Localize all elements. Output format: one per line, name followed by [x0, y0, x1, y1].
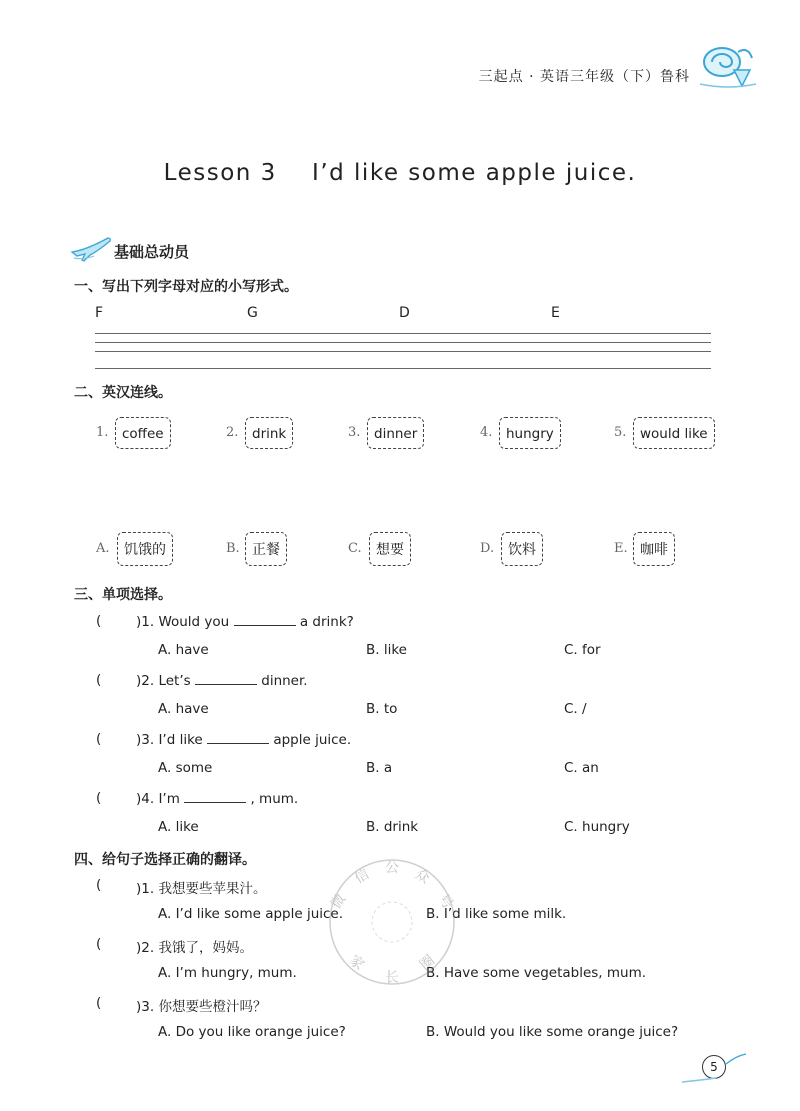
match-number: 4. — [480, 425, 493, 440]
answer-paren[interactable]: ( — [96, 995, 102, 1011]
mc-question-4 — [136, 790, 298, 807]
match-number: 5. — [614, 425, 627, 440]
option-c: C. / — [564, 701, 587, 717]
option-b: B. to — [366, 701, 398, 717]
writing-line-1 — [95, 333, 711, 334]
option-c: C. hungry — [564, 819, 630, 835]
lesson-title: Lesson 3 I’d like some apple juice. — [163, 160, 637, 186]
match-word-coffee-cn[interactable]: 咖啡 — [633, 532, 675, 566]
airplane-icon — [70, 232, 112, 262]
option-c: C. an — [564, 760, 599, 776]
answer-paren[interactable]: ( — [96, 731, 102, 747]
question-text: )4. I’m — [136, 791, 180, 807]
answer-blank[interactable] — [184, 790, 246, 803]
answer-blank[interactable] — [234, 613, 296, 626]
question-text: )3. I’d like — [136, 732, 203, 748]
match-number: 2. — [226, 425, 239, 440]
page-number: 5 — [702, 1055, 726, 1079]
svg-text:公: 公 — [385, 860, 399, 876]
option-c: C. for — [564, 642, 601, 658]
question-3-heading: 三、单项选择。 — [74, 587, 172, 603]
question-1-heading: 一、写出下列字母对应的小写形式。 — [74, 279, 298, 295]
mc-question-3 — [136, 731, 351, 748]
match-letter: C. — [348, 541, 362, 556]
match-word-hungry-cn[interactable]: 饥饿的 — [117, 532, 173, 566]
question-text: )2. Let’s — [136, 673, 191, 689]
option-b: B. Have some vegetables, mum. — [426, 965, 647, 981]
translation-question-3: )3. 你想要些橙汁吗？ — [136, 999, 267, 1015]
svg-text:家: 家 — [346, 952, 368, 974]
match-word-dinner-cn[interactable]: 正餐 — [245, 532, 287, 566]
question-text: apple juice. — [273, 732, 352, 748]
writing-line-3 — [95, 351, 711, 352]
option-b: B. a — [366, 760, 393, 776]
watermark-stamp — [312, 842, 472, 1002]
option-b: B. drink — [366, 819, 419, 835]
page-swirl-icon — [680, 1050, 750, 1090]
question-4-heading: 四、给句子选择正确的翻译。 — [74, 852, 256, 868]
answer-paren[interactable]: ( — [96, 877, 102, 893]
option-b: B. I’d like some milk. — [426, 906, 567, 922]
mc-question-2 — [136, 672, 308, 689]
option-b: B. Would you like some orange juice? — [426, 1024, 679, 1040]
letter-g: G — [247, 305, 258, 321]
option-a: A. have — [158, 701, 209, 717]
writing-line-2 — [95, 342, 711, 343]
answer-paren[interactable]: ( — [96, 613, 102, 629]
option-b: B. like — [366, 642, 407, 658]
question-text: )1. Would you — [136, 614, 230, 630]
option-a: A. some — [158, 760, 213, 776]
svg-text:号: 号 — [434, 891, 456, 913]
svg-text:长: 长 — [385, 970, 399, 986]
match-word-drink-cn[interactable]: 饮料 — [501, 532, 543, 566]
answer-blank[interactable] — [207, 731, 269, 744]
question-text: a drink? — [299, 614, 354, 630]
answer-paren[interactable]: ( — [96, 790, 102, 806]
match-word-dinner[interactable]: dinner — [367, 417, 424, 449]
match-word-would-like-cn[interactable]: 想要 — [369, 532, 411, 566]
option-a: A. I’m hungry, mum. — [158, 965, 297, 981]
option-a: A. have — [158, 642, 209, 658]
writing-line-4 — [95, 368, 711, 369]
option-a: A. I’d like some apple juice. — [158, 906, 344, 922]
svg-text:微: 微 — [328, 891, 350, 913]
match-word-would-like[interactable]: would like — [633, 417, 715, 449]
match-letter: E. — [614, 541, 628, 556]
section-label: 基础总动员 — [114, 243, 190, 261]
mc-question-1 — [136, 613, 354, 630]
svg-text:圈: 圈 — [416, 952, 438, 974]
match-letter: A. — [96, 541, 110, 556]
question-text: , mum. — [250, 791, 299, 807]
match-word-hungry[interactable]: hungry — [499, 417, 561, 449]
match-letter: B. — [226, 541, 240, 556]
match-word-coffee[interactable]: coffee — [115, 417, 171, 449]
translation-question-2: )2. 我饿了，妈妈。 — [136, 940, 253, 956]
match-letter: D. — [480, 541, 495, 556]
answer-paren[interactable]: ( — [96, 936, 102, 952]
letter-d: D — [399, 305, 410, 321]
snail-logo-icon — [698, 40, 758, 92]
answer-paren[interactable]: ( — [96, 672, 102, 688]
match-number: 3. — [348, 425, 361, 440]
question-text: dinner. — [261, 673, 308, 689]
letter-f: F — [95, 305, 104, 321]
question-2-heading: 二、英汉连线。 — [74, 385, 172, 401]
svg-text:信: 信 — [351, 866, 373, 887]
svg-text:众: 众 — [411, 866, 433, 887]
option-a: A. like — [158, 819, 199, 835]
match-number: 1. — [96, 425, 109, 440]
answer-blank[interactable] — [195, 672, 257, 685]
match-word-drink[interactable]: drink — [245, 417, 293, 449]
book-header: 三起点 · 英语三年级（下）鲁科 — [478, 69, 690, 85]
letter-e: E — [551, 305, 560, 321]
option-a: A. Do you like orange juice? — [158, 1024, 346, 1040]
translation-question-1: )1. 我想要些苹果汁。 — [136, 881, 267, 897]
